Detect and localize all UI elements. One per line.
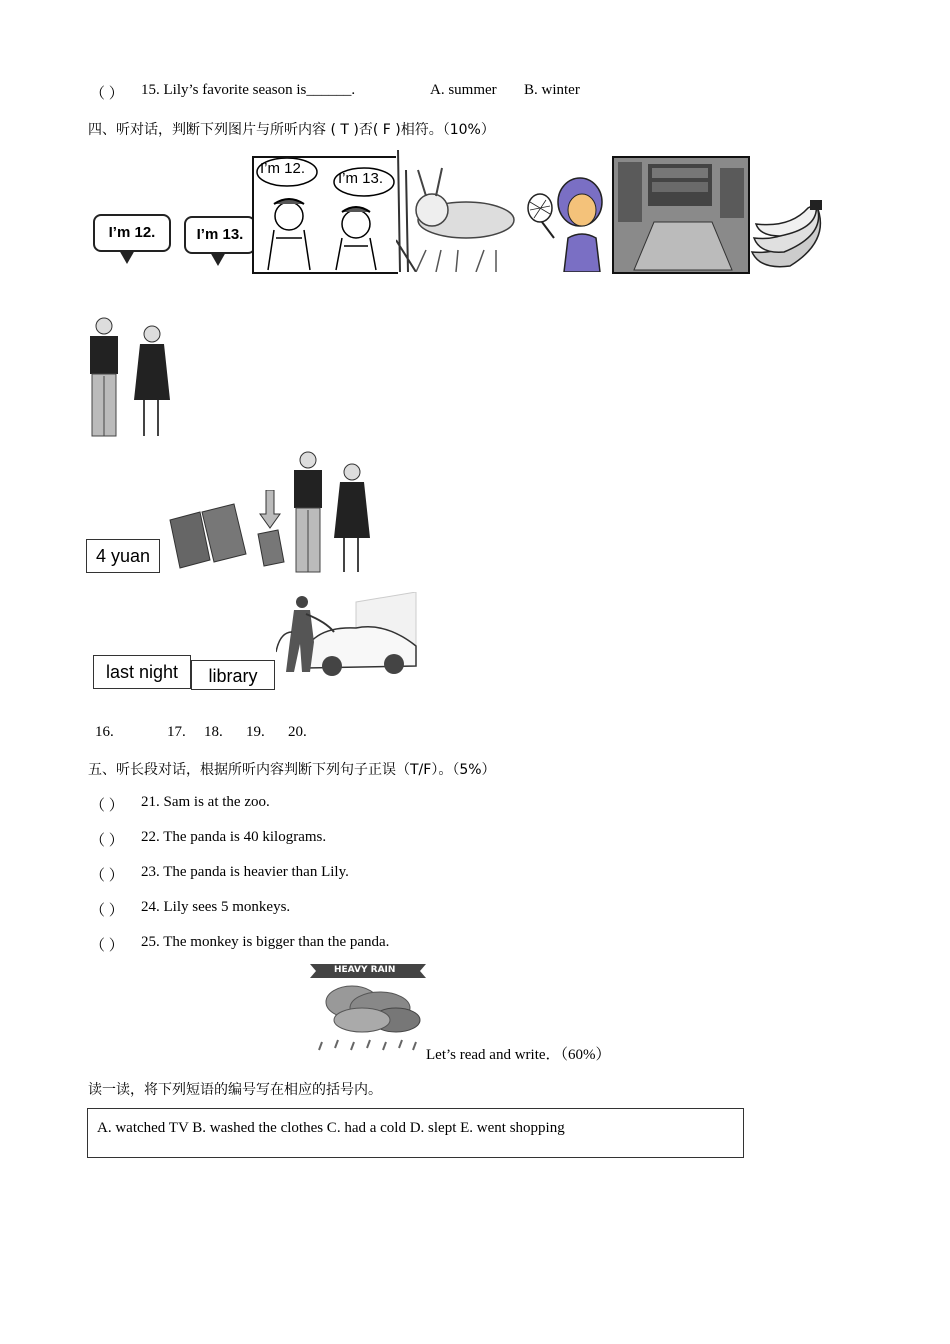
q25-paren: （ ） xyxy=(90,938,124,954)
rabbit-drawing xyxy=(396,150,526,272)
question-number-17: 17. xyxy=(167,724,186,740)
comic-bubble-text-12: I’m 12. xyxy=(260,160,306,177)
price-label-box xyxy=(86,539,160,573)
q24-text: 24. Lily sees 5 monkeys. xyxy=(141,899,291,915)
heavy-rain-icon xyxy=(310,962,426,1058)
last-night-label: last night xyxy=(105,662,179,682)
q23-text: 23. The panda is heavier than Lily. xyxy=(141,864,349,880)
question-number-18: 18. xyxy=(204,724,223,740)
couple-drawing-2 xyxy=(288,448,380,576)
read-write-caption: Let’s read and write．（60%） xyxy=(426,1047,611,1063)
comic-bubble-text-13: I’m 13. xyxy=(338,170,384,187)
section4-title: 四、听对话，判断下列图片与所听内容 ( T )否( F )相符。（10%） xyxy=(88,122,495,138)
phrase-options-box xyxy=(87,1108,744,1158)
price-label-text: 4 yuan xyxy=(95,546,151,566)
library-room-drawing xyxy=(614,158,748,272)
read-instruction: 读一读，将下列短语的编号写在相应的括号内。 xyxy=(88,1082,382,1098)
q21-paren: （ ） xyxy=(90,798,124,814)
heavy-rain-drawing xyxy=(310,962,426,1058)
question-number-19: 19. xyxy=(246,724,265,740)
car-wash-drawing xyxy=(276,592,418,678)
q25-text: 25. The monkey is bigger than the panda. xyxy=(141,934,390,950)
q23-paren: （ ） xyxy=(90,868,124,884)
question-number-16: 16. xyxy=(95,724,114,740)
bananas-image xyxy=(750,200,834,272)
heavy-rain-banner: HEAVY RAIN xyxy=(334,965,396,975)
last-night-label-box xyxy=(93,655,191,689)
library-label-box xyxy=(191,660,275,690)
q15-option-b: B. winter xyxy=(524,82,580,98)
section5-title: 五、听长段对话，根据所听内容判断下列句子正误（T/F）。（5%） xyxy=(88,762,496,778)
question-number-20: 20. xyxy=(288,724,307,740)
speech-bubble-13 xyxy=(184,216,256,254)
couple-drawing-1 xyxy=(84,314,180,440)
library-room-image xyxy=(612,156,750,274)
q15-paren: （ ） xyxy=(90,86,124,102)
girl-badminton-image xyxy=(524,172,612,272)
couple-image-2 xyxy=(288,448,380,576)
q21-text: 21. Sam is at the zoo. xyxy=(141,794,270,810)
comic-two-boys-image xyxy=(252,156,398,274)
q22-text: 22. The panda is 40 kilograms. xyxy=(141,829,327,845)
speech-bubble-12 xyxy=(93,214,171,252)
bubble-text-13: I’m 13. xyxy=(196,226,244,243)
bananas-drawing xyxy=(750,200,834,272)
bubble-text-12: I’m 12. xyxy=(108,224,156,241)
phrase-options-text: A. watched TV B. washed the clothes C. had a cold D. slept E. went shopping xyxy=(97,1120,565,1136)
q22-paren: （ ） xyxy=(90,833,124,849)
q15-option-a: A. summer xyxy=(430,82,497,98)
books-drawing xyxy=(166,490,292,572)
library-label: library xyxy=(208,666,258,686)
car-wash-image xyxy=(276,592,418,678)
couple-image-1 xyxy=(84,314,180,440)
girl-badminton-drawing xyxy=(524,172,612,272)
q24-paren: （ ） xyxy=(90,903,124,919)
q15-question: 15. Lily’s favorite season is______. xyxy=(141,82,356,98)
books-image xyxy=(166,490,292,572)
rabbit-image xyxy=(396,150,526,272)
